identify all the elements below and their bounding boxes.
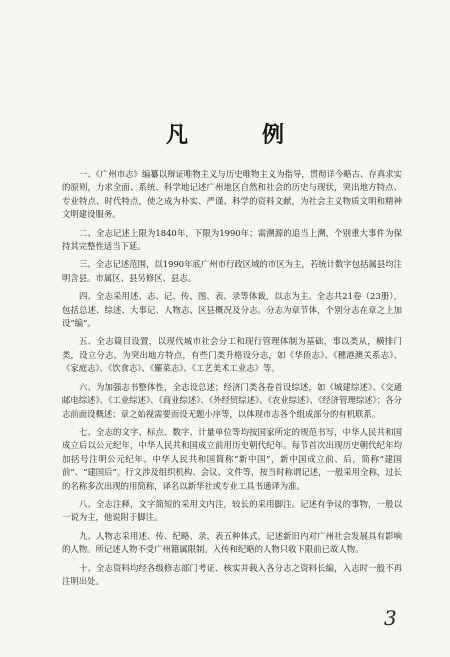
paragraph: 八、全志注释，文字简短的采用文内注，较长的采用脚注。记述有争议的事物，一般以一说为主，他说附于脚注。	[62, 498, 402, 523]
paragraph: 九、人物志采用述、传、纪略、录、表五种体式，记述新旧内对广州社会发展具有影响的人物。所记述人物不受广州籍属限制。入传和纪略的人物只收下限前已故人物。	[62, 530, 402, 555]
paragraph: 一、《广州市志》编纂以辩证唯物主义与历史唯物主义为指导，贯彻详今略古、存真求实的原则，力求全面、系统、科学地记述广州地区自然和社会的历史与现状，突出地方特点、专业特点、时代特点，使之成为朴实、严谨、科学的资料文献，为社会主义物质文明和精神文明建设服务。	[62, 169, 402, 220]
page-title: 凡 例	[165, 122, 310, 148]
paragraph: 三、全志记述范围，以1990年底广州市行政区域的市区为主，若统计数字包括属县均注明含县。市属区、县另修区、县志。	[62, 259, 402, 283]
paragraph: 五、全志篇目设置，以现代城市社会分工和现行管理体制为基础，事以类从，横排门类，设立分志。为突出地方特点，有些门类升格设分志，如《华侨志》、《穗港澳关系志》、《家庭志》、《饮食志》、《羅菜志》、《工艺美术工业志》等。	[62, 336, 402, 374]
paragraph: 二、全志记述上限为1840年，下限为1990年；需溯源的追当上溯，个别重大事件为保持其完整性适当下延。	[62, 227, 402, 252]
paragraph: 十、全志资料均经各级修志部门考证、核实并载入各分志之资料长编，入志时一般不再注明出处。	[62, 562, 402, 586]
paragraph: 六、为加强志书整体性，全志设总述；经济门类各卷首设综述，如《城建综述》、《交通邮电综述》、《工业综述》、《商业综述》、《外经贸综述》、《农业综述》、《经济管理综述》；各分志前面设概述；章之始视需要而设无题小序等，以体现市志各个组成部分的有机联系。	[62, 381, 402, 419]
paragraph: 七、全志的文字、标点、数字、计量单位等均按国家所定的规范书写，中华人民共和国成立后以公元纪年，中华人民共和国成立前用历史朝代纪年。每节首次出现历史朝代纪年均加括号注明公元纪年。中华人民共和国简称“新中国”，新中国成立前、后，简称“建国前”、“建国后”。行文涉及组织机构、会议、文件等，按当时称谓记述，一般采用全称，过长的名称多次出现的用简称，译名以新华社或专业工具书通译为准。	[62, 426, 402, 491]
document-body	[62, 168, 402, 593]
page-number: 3	[384, 606, 397, 630]
paragraph: 四、全志采用述、志、记、传、图、表、录等体裁，以志为主。全志共21卷（23册），包括总述、综述、大事记、人物志、区县概况及分志。分志为章节体，个别分志在章之上加设“编”。	[62, 291, 402, 329]
